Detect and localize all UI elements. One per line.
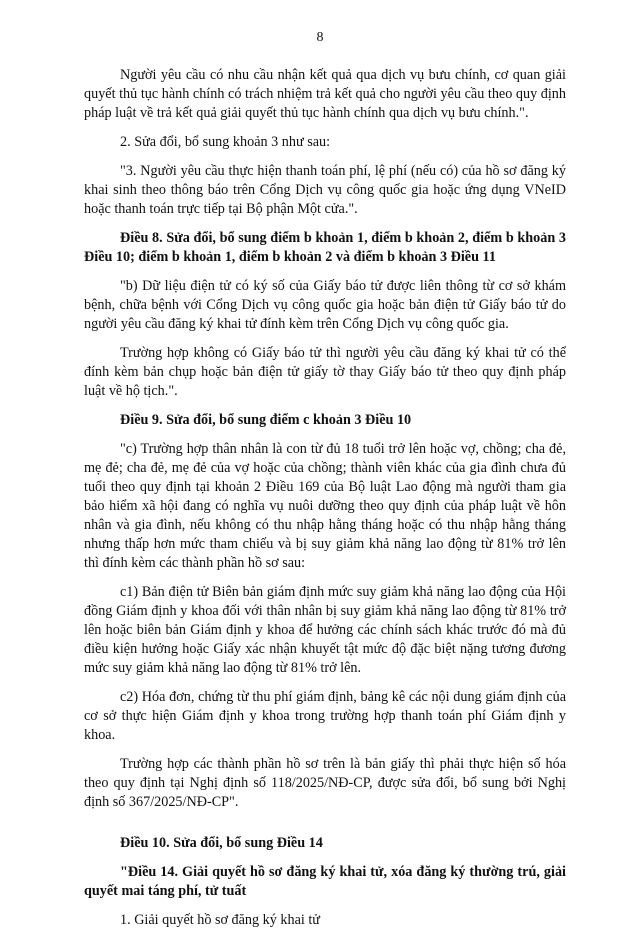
article-14-heading: "Điều 14. Giải quyết hồ sơ đăng ký khai tử, xóa đăng ký thường trú, giải quyết mai táng phí, tử tuất bbox=[84, 864, 566, 899]
paragraph-clause-1-death-registration: 1. Giải quyết hồ sơ đăng ký khai tử bbox=[120, 912, 320, 928]
paragraph-clause-3-fees: "3. Người yêu cầu thực hiện thanh toán phí, lệ phí (nếu có) của hồ sơ đăng ký khai sinh theo thông báo trên Cổng Dịch vụ công quốc gia hoặc ứng dụng VNeID hoặc thanh toán trực tiếp tại Bộ phận Một cửa.". bbox=[84, 163, 566, 217]
paragraph-paper-digitization: Trường hợp các thành phần hồ sơ trên là bản giấy thì phải thực hiện số hóa theo quy định tại Nghị định số 118/2025/NĐ-CP, được sửa đổi, bổ sung bởi Nghị định số 367/2025/NĐ-CP". bbox=[84, 756, 566, 810]
paragraph-c2-invoice: c2) Hóa đơn, chứng từ thu phí giám định, bảng kê các nội dung giám định của cơ sở thực hiện Giám định y khoa trong trường hợp thanh toán phí Giám định y khoa. bbox=[84, 689, 566, 743]
paragraph-point-c-relatives: "c) Trường hợp thân nhân là con từ đủ 18 tuổi trở lên hoặc vợ, chồng; cha đẻ, mẹ đẻ; cha đẻ, mẹ đẻ của vợ hoặc của chồng; thành viên khác của gia đình chưa đủ tuổi theo quy định tại khoản 2 Điều 169 của Bộ luật Lao động mà người tham gia bảo hiểm xã hội đang có nghĩa vụ nuôi dưỡng theo quy định của pháp luật về hôn nhân và gia đình, nếu không có thu nhập hằng tháng hoặc có thu nhập hằng tháng nhưng thấp hơn mức tham chiếu và bị suy giảm khả năng lao động từ 81% trở lên thì đính kèm các thành phần hồ sơ sau: bbox=[84, 441, 566, 571]
document-body bbox=[84, 66, 566, 940]
article-8-heading: Điều 8. Sửa đổi, bổ sung điểm b khoản 1, điểm b khoản 2, điểm b khoản 3 Điều 10; điểm b khoản 1, điểm b khoản 2 và điểm b khoản 3 Điều 11 bbox=[84, 230, 566, 265]
paragraph-postal-result: Người yêu cầu có nhu cầu nhận kết quả qua dịch vụ bưu chính, cơ quan giải quyết thủ tục hành chính có trách nhiệm trả kết quả cho người yêu cầu theo quy định pháp luật về trả kết quả giải quyết thủ tục hành chính qua dịch vụ bưu chính.". bbox=[84, 67, 566, 121]
paragraph-no-death-notice: Trường hợp không có Giấy báo tử thì người yêu cầu đăng ký khai tử có thể đính kèm bản chụp hoặc bản điện tử giấy tờ thay Giấy báo tử theo quy định pháp luật về hộ tịch.". bbox=[84, 345, 566, 399]
article-10-heading: Điều 10. Sửa đổi, bổ sung Điều 14 bbox=[120, 835, 323, 851]
paragraph-amend-clause-3: 2. Sửa đổi, bổ sung khoản 3 như sau: bbox=[120, 134, 331, 150]
page-number: 8 bbox=[316, 30, 324, 45]
paragraph-c1-assessment: c1) Bản điện tử Biên bản giám định mức suy giảm khả năng lao động của Hội đồng Giám định y khoa đối với thân nhân bị suy giảm khả năng lao động từ 81% trở lên hoặc biên bản Giám định y khoa để hưởng các chính sách khác trước đó mà đủ điều kiện hưởng hoặc Giấy xác nhận khuyết tật mức độ đặc biệt nặng tương đương mức suy giảm khả năng lao động từ 81% trở lên. bbox=[84, 584, 566, 676]
paragraph-death-notice-data: "b) Dữ liệu điện tử có ký số của Giấy báo tử được liên thông từ cơ sở khám bệnh, chữa bệnh với Cổng Dịch vụ công quốc gia hoặc bản điện tử Giấy báo tử do người yêu cầu đăng ký khai tử đính kèm trên Cổng Dịch vụ công quốc gia. bbox=[84, 278, 566, 332]
article-9-heading: Điều 9. Sửa đổi, bổ sung điểm c khoản 3 Điều 10 bbox=[120, 412, 412, 428]
